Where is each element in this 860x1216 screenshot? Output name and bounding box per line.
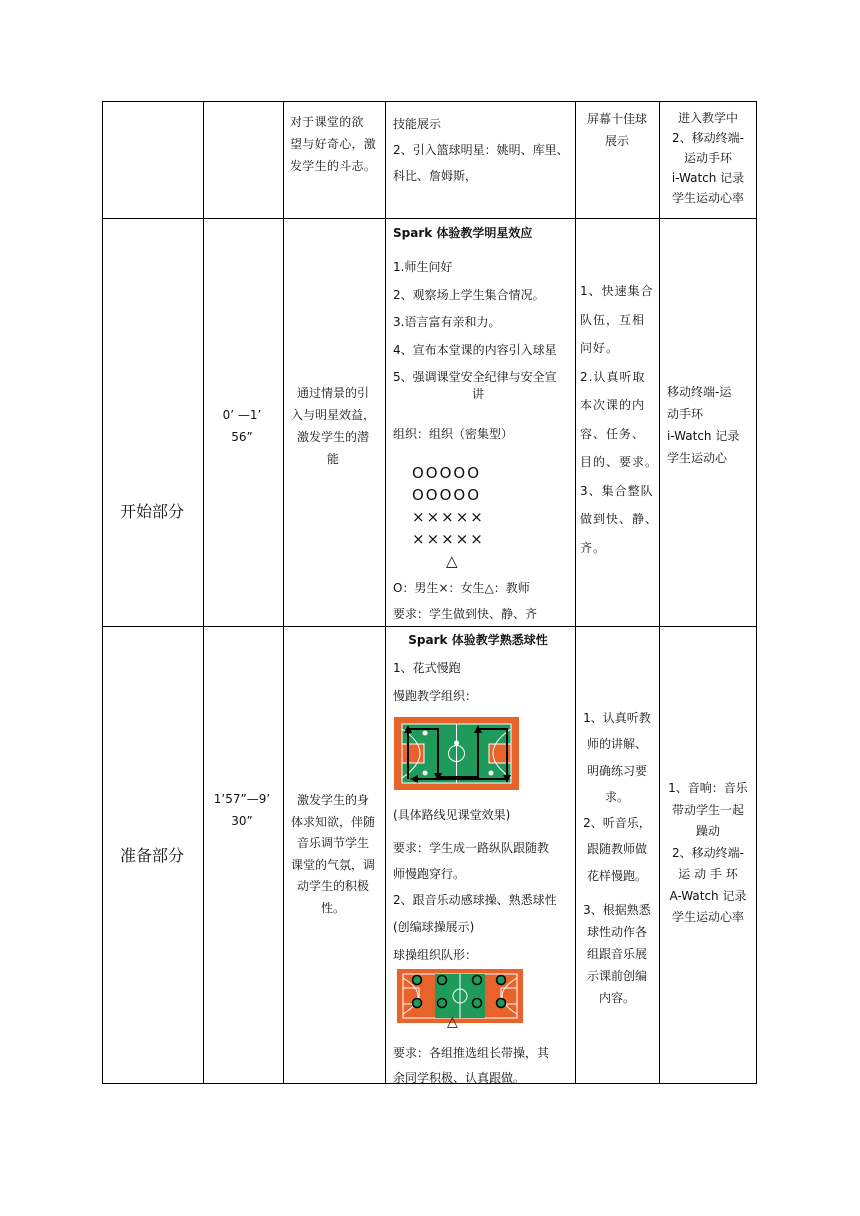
formation-diagram: OOOOO OOOOO ××××× ××××× △ — [412, 464, 485, 570]
ball-exercise-court-diagram — [397, 969, 523, 1023]
row2-tech: 移动终端-运 动手环 i-Watch 记录 学生运动心 — [667, 385, 740, 465]
row2-student: 1、快速集合 队伍，互相 问好。 2.认真听取 本次课的内 容、任务、 目的、要求。 3、集合整队 做到快、静、 齐。 — [580, 284, 659, 555]
row3-heading: Spark 体验教学熟悉球性 — [408, 633, 548, 647]
row3-time: 1’57”—9’ 30” — [213, 792, 271, 828]
row1-content: 技能展示 2、引入篮球明星：姚明、库里、 科比、詹姆斯， — [393, 117, 569, 183]
teacher-mark: △ — [446, 552, 460, 570]
teacher-mark-2: △ — [447, 1014, 458, 1030]
row2-goal: 通过情景的引 入与明星效益， 激发学生的潜 能 — [290, 386, 375, 466]
section-prep: 准备部分 — [119, 846, 184, 865]
row3-tech: 1、音响：音乐 带动学生一起 躁动 2、移动终端- 运 动 手 环 A-Watch 记录 学生运动心率 — [668, 781, 748, 924]
row2-heading: Spark 体验教学明星效应 — [393, 226, 533, 240]
row1-student: 屏幕十佳球 展示 — [586, 112, 647, 148]
row3-student-b: 3、根据熟悉 球性动作各 组跟音乐展 示课前创编 内容。 — [583, 903, 651, 1005]
organization-label: 组织：组织（密集型） — [393, 427, 514, 441]
jogging-court-diagram — [394, 717, 519, 790]
row3-requirement-1: 要求：学生成一路纵队跟随教 师慢跑穿行。 — [393, 841, 550, 881]
section-start: 开始部分 — [119, 502, 184, 521]
row2-items: 1.师生问好 2、观察场上学生集合情况。 3.语言富有亲和力。 4、宣布本堂课的内容引入球星 5、强调课堂安全纪律与安全宣 — [393, 260, 557, 384]
route-caption: (具体路线见课堂效果) — [393, 808, 511, 822]
row3-student-a: 1、认真听教 师的讲解、 明确练习要 求。 2、听音乐， 跟随教师做 花样慢跑。 — [583, 711, 651, 883]
formation-legend: O：男生×：女生△：教师 — [393, 581, 530, 595]
row3-goal: 激发学生的身 体求知欲，伴随 音乐调节学生 课堂的气氛，调 动学生的积极 性。 — [290, 793, 375, 915]
row1-goal: 对于课堂的欲 望与好奇心，激 发学生的斗志。 — [290, 115, 377, 173]
row2-time: 0’ —1’ 56” — [222, 408, 262, 444]
row2-requirement: 要求：学生做到快、静、齐 — [393, 607, 538, 621]
row3-requirement-2: 要求：各组推选组长带操，其 余同学积极、认真跟做。 — [393, 1046, 550, 1085]
row1-tech: 进入教学中 2、移动终端- 运动手环 i-Watch 记录 学生运动心率 — [671, 111, 745, 205]
